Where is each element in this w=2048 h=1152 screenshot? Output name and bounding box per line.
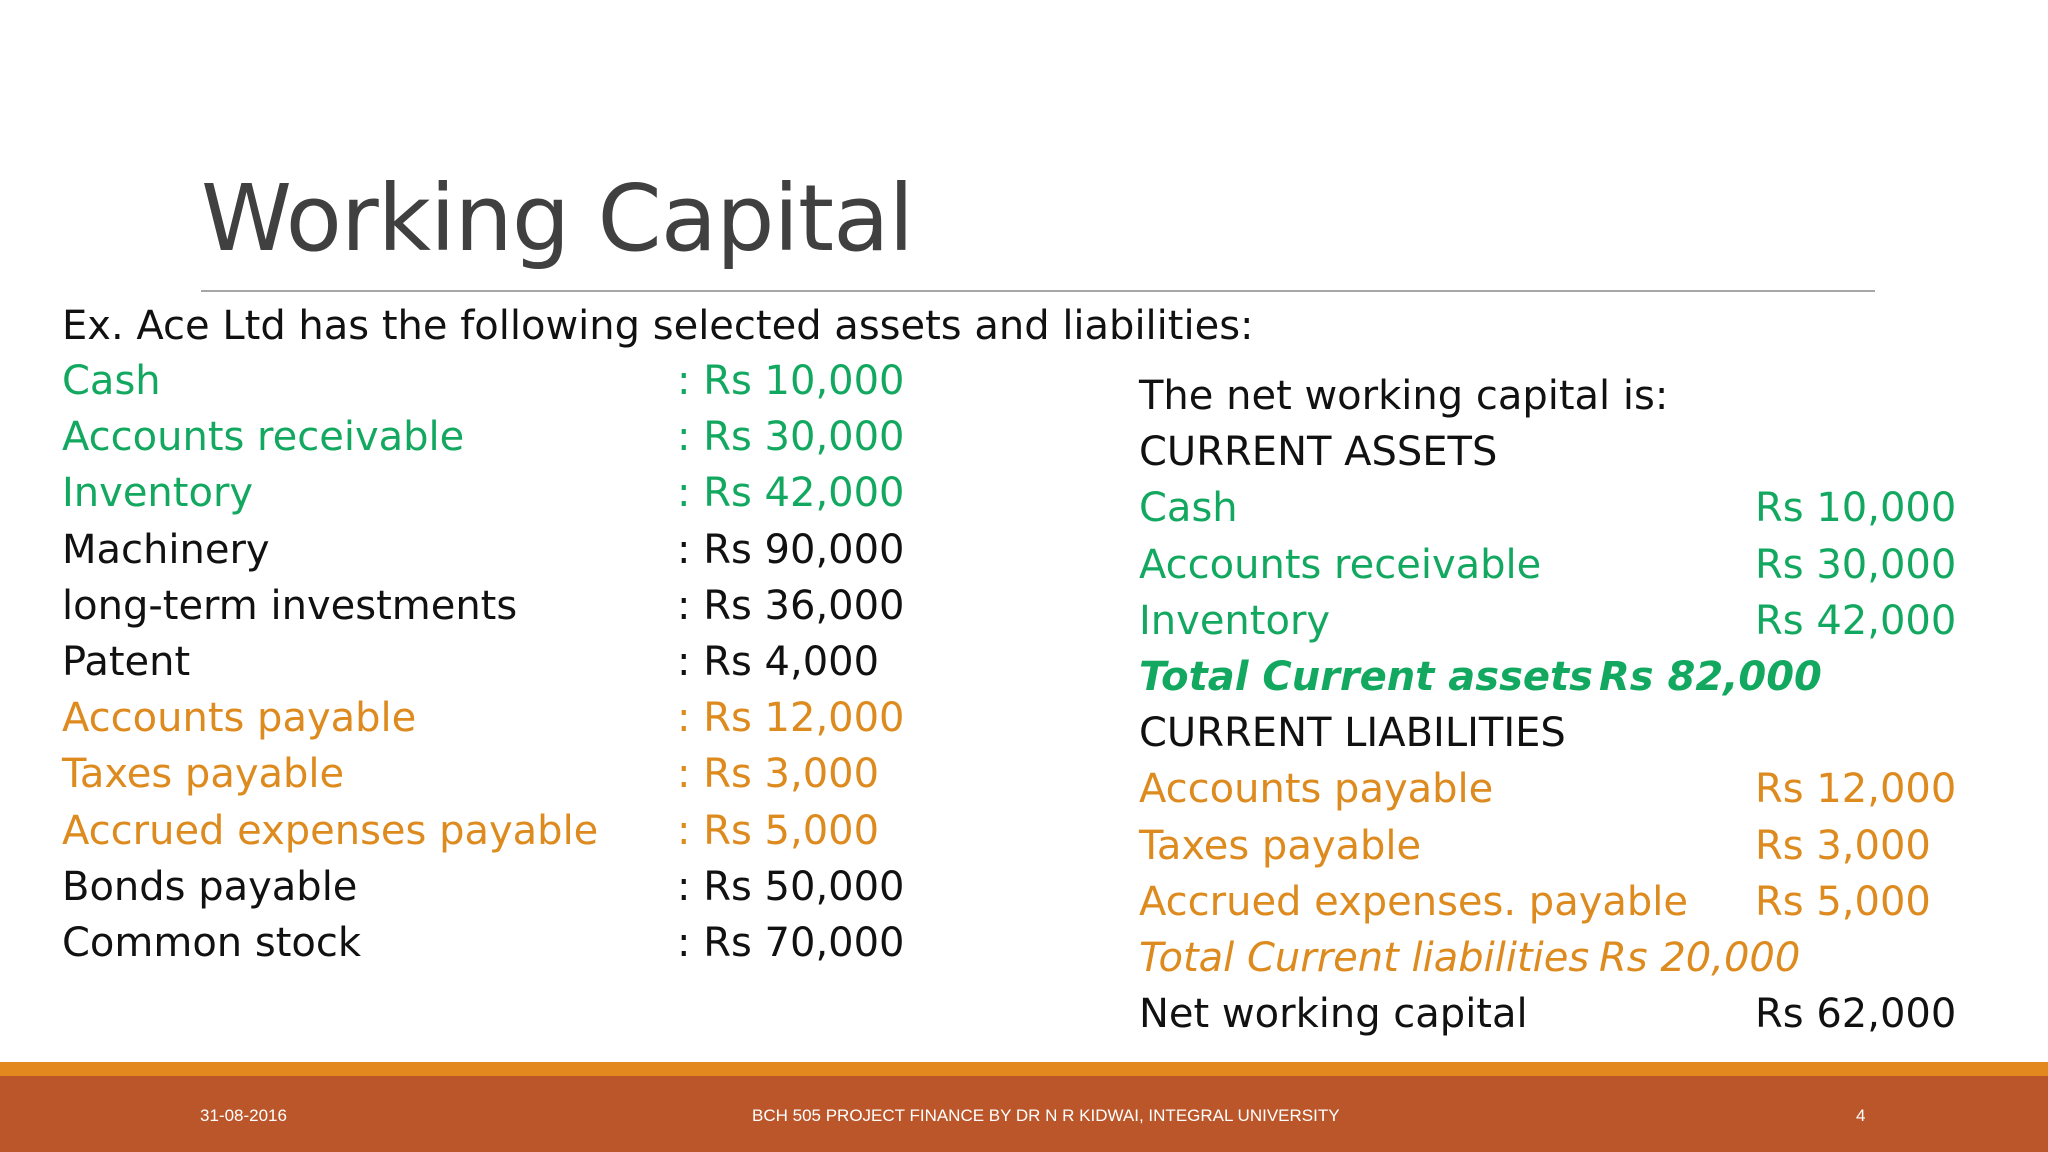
item-value: : Rs 50,000 [677,863,905,910]
total-liabilities-value: Rs 20,000 [1599,934,1801,981]
item-label: Inventory [62,470,254,517]
liability-row [1139,874,1959,930]
item-value: : Rs 4,000 [677,639,880,686]
asset-label: Accounts receivable [1139,541,1542,588]
total-liabilities-label: Total Current liabilities [1139,934,1590,981]
item-label: Taxes payable [62,751,345,798]
net-value: Rs 62,000 [1755,991,1957,1038]
list-item [62,746,962,802]
net-working-capital-panel [1139,368,1959,1042]
list-item [62,353,962,409]
current-assets-heading [1139,424,1959,480]
item-label: Cash [62,358,161,405]
net-working-capital-row [1139,986,1959,1042]
list-item [62,465,962,521]
intro-text: Ex. Ace Ltd has the following selected assets and liabilities: [62,303,1254,349]
list-item [62,915,962,971]
footer-accent-stripe [0,1062,2048,1076]
item-value: : Rs 30,000 [677,414,905,461]
item-label: Accrued expenses payable [62,807,599,854]
slide-footer [0,1076,2048,1152]
footer-course-title: BCH 505 PROJECT FINANCE BY DR N R KIDWAI, INTEGRAL UNIVERSITY [752,1106,1340,1125]
asset-row [1139,537,1959,593]
item-value: : Rs 36,000 [677,582,905,629]
item-value: : Rs 3,000 [677,751,880,798]
list-item [62,578,962,634]
liability-value: Rs 3,000 [1755,822,1931,869]
asset-value: Rs 30,000 [1755,541,1957,588]
liability-value: Rs 5,000 [1755,878,1931,925]
asset-label: Cash [1139,485,1238,532]
slide-title: Working Capital [201,165,914,272]
liability-value: Rs 12,000 [1755,766,1957,813]
item-label: Machinery [62,526,270,573]
item-label: Common stock [62,919,362,966]
list-item [62,522,962,578]
total-assets-label: Total Current assets [1139,654,1593,701]
item-label: long-term investments [62,582,518,629]
item-value: : Rs 12,000 [677,695,905,742]
list-item [62,859,962,915]
liability-label: Accounts payable [1139,766,1494,813]
liability-label: Accrued expenses. payable [1139,878,1689,925]
liability-row [1139,818,1959,874]
total-current-liabilities-row [1139,930,1959,986]
list-item [62,634,962,690]
panel-heading [1139,368,1959,424]
asset-row [1139,593,1959,649]
item-value: : Rs 42,000 [677,470,905,517]
current-liabilities-heading-text: CURRENT LIABILITIES [1139,710,1566,757]
item-label: Patent [62,639,191,686]
liability-label: Taxes payable [1139,822,1422,869]
footer-date: 31-08-2016 [200,1106,287,1125]
item-value: : Rs 5,000 [677,807,880,854]
total-assets-value: Rs 82,000 [1599,654,1822,701]
item-label: Bonds payable [62,863,358,910]
item-value: : Rs 70,000 [677,919,905,966]
current-liabilities-heading [1139,705,1959,761]
asset-value: Rs 10,000 [1755,485,1957,532]
asset-row [1139,480,1959,536]
net-label: Net working capital [1139,991,1528,1038]
left-account-list [62,353,962,971]
title-divider [201,290,1875,292]
item-label: Accounts receivable [62,414,465,461]
panel-heading-text: The net working capital is: [1139,373,1669,420]
list-item [62,690,962,746]
asset-value: Rs 42,000 [1755,597,1957,644]
item-value: : Rs 90,000 [677,526,905,573]
item-value: : Rs 10,000 [677,358,905,405]
list-item [62,803,962,859]
item-label: Accounts payable [62,695,417,742]
asset-label: Inventory [1139,597,1331,644]
current-assets-heading-text: CURRENT ASSETS [1139,429,1498,476]
page-number: 4 [1856,1106,1866,1125]
list-item [62,409,962,465]
liability-row [1139,761,1959,817]
total-current-assets-row [1139,649,1959,705]
